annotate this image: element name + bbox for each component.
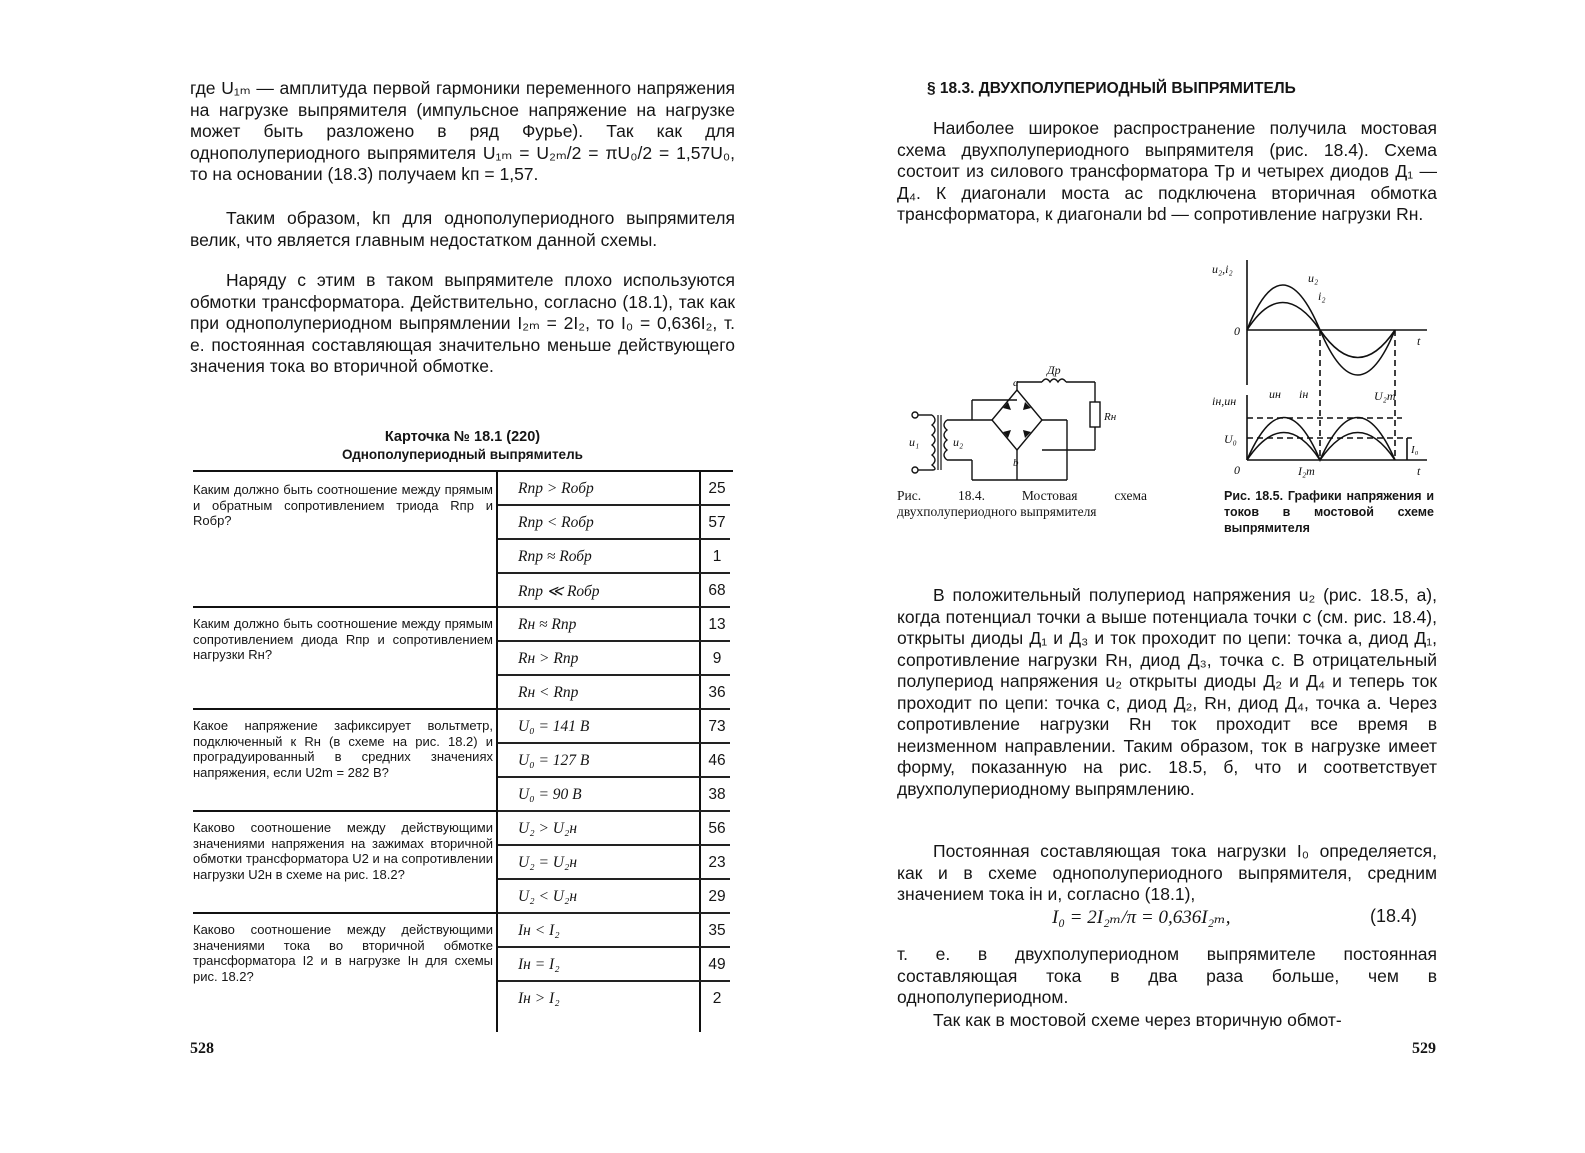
answer-divider [498,674,730,676]
paragraph-3: Наряду с этим в таком выпрямителе плохо используются обмотки трансформатора. Действительно, согласно (18.1), так как при однополупериодном выпрямлении I₂ₘ = 2I₂, то I₀ = 0,636I₂, т. е. постоянная составляющая значительно меньше действующего значения тока во вторичной обмотке. [190,270,735,376]
un-curve-label: uн [1269,387,1281,401]
node-b-label: b [1013,457,1019,469]
answer-option[interactable]: U₀ = 90 В [518,786,582,803]
answer-code: 23 [708,854,726,871]
question-4: Каково соотношение между действующими значениями напряжения на зажимах вторичной обмотки трансформатора U2 и на сопротивлении нагрузки U2н в схеме на рис. 18.2? [193,820,493,882]
terminal [912,467,918,473]
bridge-rectifier-diagram [907,360,1122,485]
paragraph-1: где U₁ₘ — амплитуда первой гармоники переменного напряжения на нагрузке выпрямителя (импульсное напряжение на нагрузке может быть разложено в ряд Фурье). Так как для однополупериодного выпрямителя U₁ₘ = U₂ₘ/2 = πU₀/2 = 1,57U₀, то на основании (18.3) получаем kп = 1,57. [190,78,735,184]
u2-label: u₂ [953,435,964,449]
answer-option[interactable]: Iн > I₂ [518,990,560,1007]
answer-divider [498,708,730,710]
load-label: Rн [1104,411,1117,423]
answer-divider [498,776,730,778]
right-page [792,0,1585,1153]
answer-code: 35 [708,922,726,939]
top-t-label: t [1417,334,1421,348]
answer-divider [498,572,730,574]
answer-option[interactable]: U₀ = 141 В [518,718,590,735]
load-resistor [1090,402,1100,427]
intro-paragraph: Наиболее широкое распространение получила мостовая схема двухполупериодного выпрямителя (рис. 18.4). Схема состоит из силового трансформатора Tр и четырех диодов Д₁ — Д₄. К диагонали моста ac подключена вторичная обмотка трансформатора, к диагонали bd — сопротивление нагрузки Rн. [897,118,1437,224]
body-paragraph-2: Постоянная составляющая тока нагрузки I₀ определяется, как и в схеме однополупериодного выпрямителя, средним значением тока iн и, согласно (18.1), [897,841,1437,904]
section-title: § 18.3. ДВУХПОЛУПЕРИОДНЫЙ ВЫПРЯМИТЕЛЬ [927,80,1296,97]
paragraph-2: Таким образом, kп для однополупериодного выпрямителя велик, что является главным недостатком данной схемы. [190,208,735,250]
answer-option[interactable]: Rн ≈ Rпр [518,616,577,633]
formula-number: (18.4) [1370,906,1418,926]
figure-18-5-caption: Рис. 18.5. Графики напряжения и токов в мостовой схеме выпрямителя [1224,489,1434,535]
answer-divider [498,980,730,982]
u2m-label: U₂m [1374,389,1396,403]
question-3: Какое напряжение зафиксирует вольтметр, подключенный к Rн (в схеме на рис. 18.2) и проградуированный в средних значениях напряжения, если U2m = 282 В? [193,718,493,780]
answer-option[interactable]: Rпр > Rобр [518,480,594,497]
body-paragraph-3: т. е. в двухполупериодном выпрямителе постоянная составляющая тока в два раза больше, чем в однополупериодном. [897,944,1437,1007]
answer-divider [498,878,730,880]
left-page [0,0,790,1153]
question-1: Каким должно быть соотношение между прямым и обратным сопротивлением триода Rпр и Rобр? [193,482,493,528]
answer-code: 9 [712,650,722,667]
answer-code: 68 [708,582,726,599]
i0-label: I₀ [1411,444,1419,456]
top-axis-label: u₂,i₂ [1212,262,1233,276]
u1-label: u₁ [909,435,920,449]
card-title: Карточка № 18.1 (220) [384,429,541,445]
u2-curve-label: u₂ [1308,271,1319,285]
answer-divider [498,504,730,506]
question-2: Каким должно быть соотношение между прямым сопротивлением диода Rпр и сопротивлением нагрузки Rн? [193,616,493,662]
answer-option[interactable]: U₂ < U₂н [518,888,578,905]
bottom-origin-label: 0 [1234,463,1240,477]
i2-curve-label: i₂ [1318,289,1326,303]
column-divider [496,470,498,1032]
answer-divider [498,606,730,608]
terminal [912,412,918,418]
answer-code: 46 [708,752,726,769]
answer-code: 57 [708,514,726,531]
bottom-t-label: t [1417,464,1421,478]
u0-label: U₀ [1224,432,1237,446]
answer-code: 38 [708,786,726,803]
in-curve-label: iн [1299,387,1309,401]
answer-code: 49 [708,956,726,973]
answer-divider [498,538,730,540]
answer-code: 25 [708,480,726,497]
answer-code: 13 [708,616,726,633]
answer-code: 36 [708,684,726,701]
question-divider [193,606,496,608]
bottom-axis-label: iн,uн [1212,394,1237,408]
answer-divider [498,912,730,914]
answer-code: 1 [712,548,722,565]
answer-option[interactable]: Iн = I₂ [518,956,560,973]
secondary-winding [944,420,947,460]
answer-option[interactable]: Rпр < Rобр [518,514,594,531]
answer-code: 29 [708,888,726,905]
card-subtitle: Однополупериодный выпрямитель [342,447,583,462]
answer-option[interactable]: Rпр ≈ Rобр [518,548,592,565]
i2m-label: I₂m [1298,464,1315,478]
choke-label: Др [1047,363,1061,377]
answer-option[interactable]: U₂ > U₂н [518,820,578,837]
answer-code: 73 [708,718,726,735]
answer-option[interactable]: U₀ = 127 В [518,752,590,769]
answer-divider [498,844,730,846]
node-a-label: a [1013,377,1019,389]
answer-divider [498,946,730,948]
answer-option[interactable]: U₂ = U₂н [518,854,578,871]
question-5: Каково соотношение между действующими значениями тока во вторичной обмотке трансформатора I2 и в нагрузке Iн для схемы рис. 18.2? [193,922,493,984]
answer-divider [498,742,730,744]
body-paragraph-4: Так как в мостовой схеме через вторичную обмот- [933,1010,1342,1030]
answer-option[interactable]: Rн > Rпр [518,650,579,667]
page-number: 529 [1412,1040,1436,1057]
answer-divider [498,640,730,642]
diode-bridge [992,390,1042,450]
answer-option[interactable]: Rпр ≪ Rобр [518,583,600,600]
origin-label: 0 [1234,324,1240,338]
answer-divider [498,810,730,812]
figure-18-4-caption: Рис. 18.4. Мостовая схема двухполупериодного выпрямителя [897,488,1147,519]
in-curve [1247,433,1395,461]
waveform-graphs [1212,255,1432,480]
formula-18-4: I₀ = 2I₂ₘ/π = 0,636I₂ₘ, [1052,907,1231,928]
question-divider [193,810,496,812]
answer-code: 2 [712,990,722,1007]
page-number: 528 [190,1040,214,1057]
table-top-rule [193,470,733,472]
choke-inductor [1042,379,1066,382]
question-divider [193,912,496,914]
primary-winding [932,415,935,470]
answer-option[interactable]: Iн < I₂ [518,922,560,939]
answer-code: 56 [708,820,726,837]
question-divider [193,708,496,710]
body-paragraph-1: В положительный полупериод напряжения u₂ (рис. 18.5, а), когда потенциал точки a выше потенциала точки c (см. рис. 18.4), открыты диоды Д₁ и Д₃ и ток проходит по цепи: точка a, диод Д₁, сопротивление нагрузки Rн, диод Д₃, точка c. В отрицательный полупериод напряжения u₂ открыты диоды Д₂ и Д₄ и теперь ток проходит по цепи: точка c, диод Д₂, Rн, диод Д₄, точка a. Через сопротивление нагрузки Rн ток проходит все время в неизменном направлении. Таким образом, ток в нагрузке имеет форму, показанную на рис. 18.5, б, что и соответствует двухполупериодному выпрямлению. [897,585,1437,799]
answer-option[interactable]: Rн < Rпр [518,684,579,701]
